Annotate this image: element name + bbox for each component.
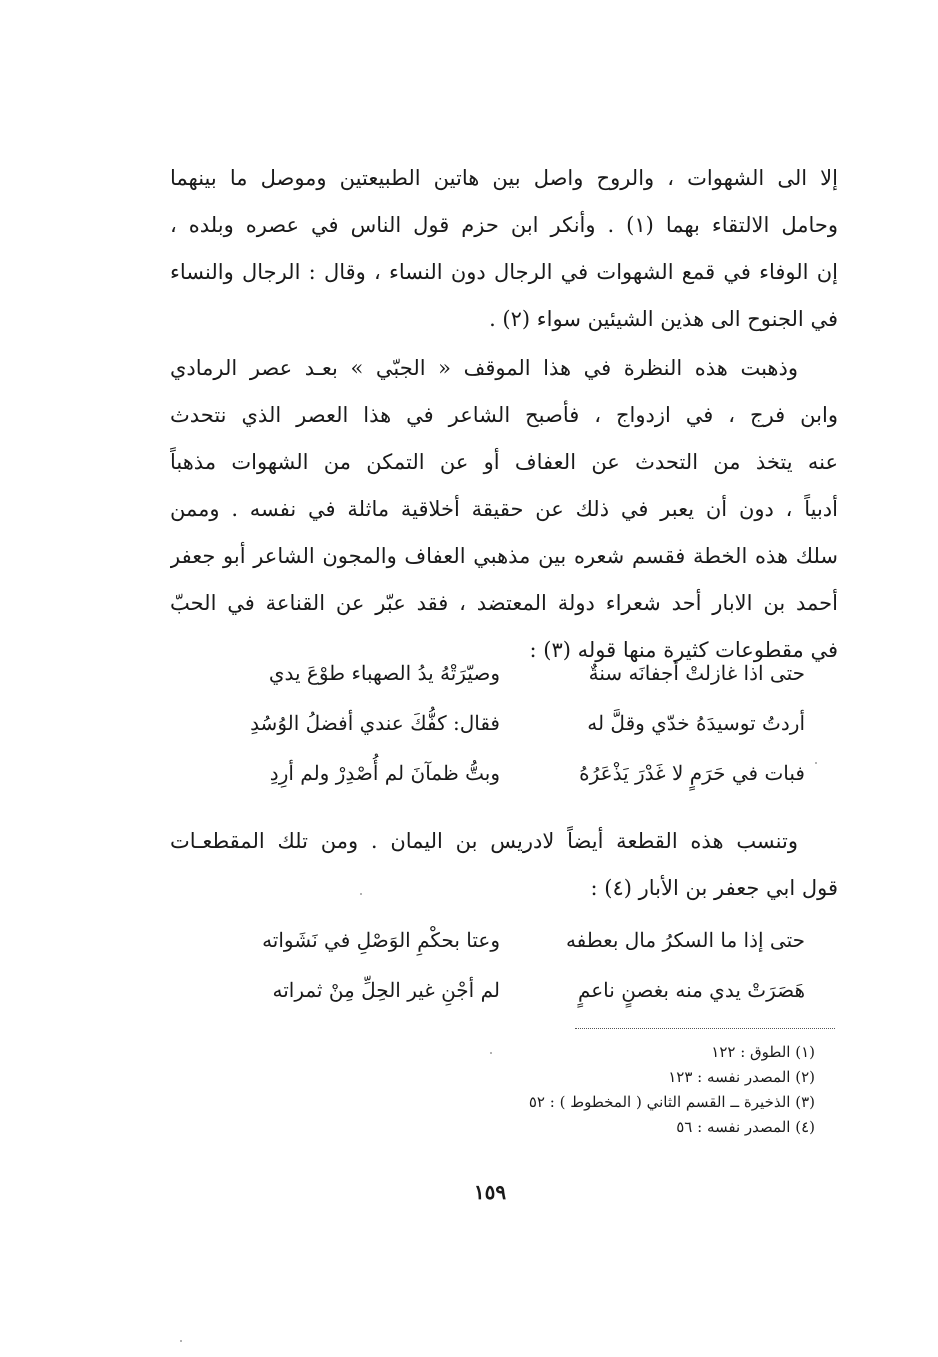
text-line: إن الوفاء في قمع الشهوات في الرجال دون النساء ، وقال : الرجال والنساء [170,260,838,284]
text-line: عنه يتخذ من التحدث عن العفاف أو عن التمكن من الشهوات مذهباً [170,450,838,474]
verse-line [200,915,805,965]
text-line: في الجنوح الى هذين الشيئين سواء (٢) . [489,307,838,331]
text-line: وابن فرج ، في ازدواج ، فأصبح الشاعر في هذا العصر الذي نتحدث [170,403,838,427]
verse-hemistich-second: لم أجْنِ غير الحِلِّ مِنْ ثمراته [272,978,500,1002]
scan-speck [180,1340,182,1342]
text-line: وذهبت هذه النظرة في هذا الموقف « الجبّي » بعـد عصر الرمادي [170,356,798,380]
footnote: (٤) المصدر نفسه : ٥٦ [676,1118,815,1136]
scan-speck [360,893,362,895]
verse-block-2 [200,915,805,1015]
text-line: أدبياً ، دون أن يعبر في ذلك عن حقيقة أخلاقية ماثلة في نفسه . وممن [170,497,838,521]
verse-line [200,748,805,798]
footnote: (٣) الذخيرة ــ القسم الثاني ( المخطوط ) : ٥٢ [528,1093,815,1111]
scan-speck [490,1052,492,1054]
footnote: (١) الطوق : ١٢٢ [711,1043,815,1061]
verse-hemistich-second: وبتُّ ظمآنَ لم أُصْدِرْ ولم أرِدِ [269,761,500,785]
text-line: قول ابي جعفر بن الأبار (٤) : [590,876,838,900]
scan-speck [815,762,817,764]
paragraph-3 [170,818,838,912]
footnote: (٢) المصدر نفسه : ١٢٣ [668,1068,815,1086]
verse-hemistich-first: فبات في حَرَمٍ لا غَدْرَ يَذْعَرُهُ [579,761,805,785]
paragraph-2 [170,345,838,674]
page-number: ١٥٩ [473,1180,507,1204]
text-line: وتنسب هذه القطعة أيضاً لادريس بن اليمان . ومن تلك المقطعـات [170,829,798,853]
text-line: وحامل الالتقاء بهما (١) . وأنكر ابن حزم قول الناس في عصره وبلده ، [170,213,838,237]
verse-block-1 [200,648,805,798]
verse-hemistich-first: حتى إذا ما السكرُ مال بعطفه [565,928,805,952]
verse-line [200,698,805,748]
footnotes [420,1040,815,1140]
verse-hemistich-first: أردتُ توسيدَهُ خدّي وقلَّ له [587,711,805,735]
text-line: أحمد بن الابار أحد شعراء دولة المعتضد ، فقد عبّر عن القناعة في الحبّ [170,591,838,615]
verse-hemistich-second: وصيّرَتْهُ يدُ الصهباء طوْعَ يدي [268,661,500,685]
verse-line [200,965,805,1015]
paragraph-1 [170,155,838,343]
verse-hemistich-first: هَصَرَتْ يدي منه بغصنٍ ناعمٍ [577,978,805,1002]
verse-hemistich-second: فقال: كفُّكَ عندي أفضلُ الوُسُدِ [250,711,500,735]
verse-hemistich-second: وعتا بحكْمِ الوَصْلِ في نَشَواته [262,928,500,952]
text-line: إلا الى الشهوات ، والروح واصل بين هاتين الطبيعتين وموصل ما بينهما [170,166,838,190]
verse-hemistich-first: حتى اذا غازلتْ أجفانَه سنةٌ [588,661,805,685]
text-line: في مقطوعات كثيرة منها قوله (٣) : [529,638,838,662]
footnote-separator [575,1028,835,1029]
verse-line [200,648,805,698]
text-line: سلك هذه الخطة فقسم شعره بين مذهبي العفاف والمجون الشاعر أبو جعفر [170,544,838,568]
